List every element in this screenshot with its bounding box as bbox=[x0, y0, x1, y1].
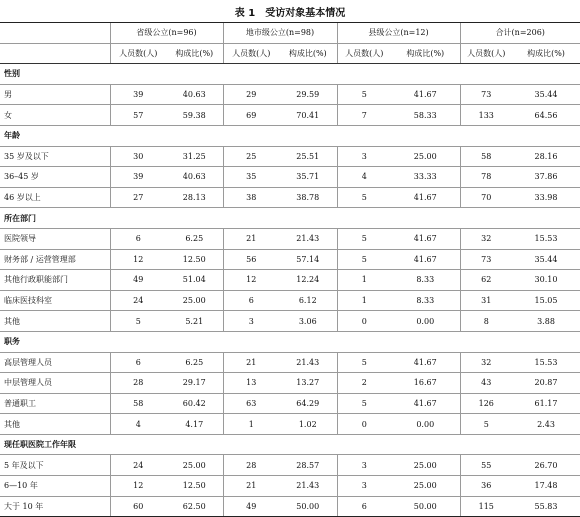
row-label: 财务部 / 运营管理部 bbox=[0, 249, 110, 270]
subheader-corner bbox=[0, 43, 110, 64]
count-cell: 13 bbox=[223, 373, 279, 394]
section-row bbox=[0, 331, 580, 352]
row-label: 中层管理人员 bbox=[0, 373, 110, 394]
table-row bbox=[0, 476, 580, 497]
count-cell: 6 bbox=[110, 352, 166, 373]
table-row bbox=[0, 146, 580, 167]
row-label: 普通职工 bbox=[0, 393, 110, 414]
table-row bbox=[0, 105, 580, 126]
ratio-cell: 29.17 bbox=[166, 373, 223, 394]
count-cell: 5 bbox=[460, 414, 512, 435]
ratio-cell: 31.25 bbox=[166, 146, 223, 167]
count-cell: 5 bbox=[337, 228, 391, 249]
count-cell: 12 bbox=[223, 270, 279, 291]
ratio-cell: 35.44 bbox=[512, 249, 580, 270]
section-label: 职务 bbox=[0, 331, 580, 352]
ratio-cell: 59.38 bbox=[166, 105, 223, 126]
table-caption: 受访对象基本情况 bbox=[265, 8, 346, 19]
ratio-cell: 64.29 bbox=[279, 393, 337, 414]
count-cell: 32 bbox=[460, 228, 512, 249]
subheader-count: 人员数(人) bbox=[223, 43, 279, 64]
ratio-cell: 8.33 bbox=[391, 290, 460, 311]
ratio-cell: 60.42 bbox=[166, 393, 223, 414]
ratio-cell: 6.25 bbox=[166, 228, 223, 249]
count-cell: 21 bbox=[223, 352, 279, 373]
ratio-cell: 6.25 bbox=[166, 352, 223, 373]
table-row bbox=[0, 228, 580, 249]
count-cell: 70 bbox=[460, 187, 512, 208]
count-cell: 2 bbox=[337, 373, 391, 394]
ratio-cell: 25.00 bbox=[166, 455, 223, 476]
count-cell: 12 bbox=[110, 249, 166, 270]
row-label: 46 岁以上 bbox=[0, 187, 110, 208]
ratio-cell: 50.00 bbox=[391, 496, 460, 517]
section-label: 现任职医院工作年限 bbox=[0, 434, 580, 455]
count-cell: 31 bbox=[460, 290, 512, 311]
ratio-cell: 58.33 bbox=[391, 105, 460, 126]
ratio-cell: 12.50 bbox=[166, 249, 223, 270]
count-cell: 78 bbox=[460, 167, 512, 188]
ratio-cell: 5.21 bbox=[166, 311, 223, 332]
count-cell: 5 bbox=[110, 311, 166, 332]
ratio-cell: 17.48 bbox=[512, 476, 580, 497]
ratio-cell: 0.00 bbox=[391, 311, 460, 332]
count-cell: 0 bbox=[337, 414, 391, 435]
table-row bbox=[0, 290, 580, 311]
ratio-cell: 28.16 bbox=[512, 146, 580, 167]
count-cell: 6 bbox=[337, 496, 391, 517]
group-header-provincial: 省级公立(n=96) bbox=[110, 23, 223, 44]
ratio-cell: 8.33 bbox=[391, 270, 460, 291]
count-cell: 28 bbox=[223, 455, 279, 476]
table-row bbox=[0, 455, 580, 476]
section-label: 年龄 bbox=[0, 125, 580, 146]
count-cell: 28 bbox=[110, 373, 166, 394]
ratio-cell: 21.43 bbox=[279, 352, 337, 373]
section-row bbox=[0, 208, 580, 229]
count-cell: 39 bbox=[110, 84, 166, 105]
group-header-county: 县级公立(n=12) bbox=[337, 23, 460, 44]
row-label: 高层管理人员 bbox=[0, 352, 110, 373]
count-cell: 58 bbox=[110, 393, 166, 414]
subheader-ratio: 构成比(%) bbox=[166, 43, 223, 64]
ratio-cell: 29.59 bbox=[279, 84, 337, 105]
count-cell: 4 bbox=[337, 167, 391, 188]
ratio-cell: 15.53 bbox=[512, 352, 580, 373]
ratio-cell: 33.98 bbox=[512, 187, 580, 208]
ratio-cell: 12.24 bbox=[279, 270, 337, 291]
row-label: 其他 bbox=[0, 414, 110, 435]
ratio-cell: 50.00 bbox=[279, 496, 337, 517]
count-cell: 25 bbox=[223, 146, 279, 167]
ratio-cell: 2.43 bbox=[512, 414, 580, 435]
table-row bbox=[0, 373, 580, 394]
subheader-ratio: 构成比(%) bbox=[279, 43, 337, 64]
ratio-cell: 15.53 bbox=[512, 228, 580, 249]
count-cell: 73 bbox=[460, 84, 512, 105]
ratio-cell: 28.57 bbox=[279, 455, 337, 476]
ratio-cell: 41.67 bbox=[391, 249, 460, 270]
ratio-cell: 57.14 bbox=[279, 249, 337, 270]
ratio-cell: 26.70 bbox=[512, 455, 580, 476]
table-number: 表 1 bbox=[234, 8, 256, 19]
header-corner bbox=[0, 23, 110, 44]
count-cell: 6 bbox=[110, 228, 166, 249]
count-cell: 3 bbox=[337, 476, 391, 497]
ratio-cell: 21.43 bbox=[279, 228, 337, 249]
count-cell: 5 bbox=[337, 393, 391, 414]
ratio-cell: 0.00 bbox=[391, 414, 460, 435]
ratio-cell: 55.83 bbox=[512, 496, 580, 517]
count-cell: 115 bbox=[460, 496, 512, 517]
count-cell: 5 bbox=[337, 84, 391, 105]
group-header-total: 合计(n=206) bbox=[460, 23, 580, 44]
count-cell: 5 bbox=[337, 249, 391, 270]
count-cell: 39 bbox=[110, 167, 166, 188]
ratio-cell: 70.41 bbox=[279, 105, 337, 126]
ratio-cell: 41.67 bbox=[391, 84, 460, 105]
ratio-cell: 35.71 bbox=[279, 167, 337, 188]
table-row bbox=[0, 270, 580, 291]
table-row bbox=[0, 84, 580, 105]
count-cell: 24 bbox=[110, 290, 166, 311]
count-cell: 7 bbox=[337, 105, 391, 126]
ratio-cell: 61.17 bbox=[512, 393, 580, 414]
count-cell: 126 bbox=[460, 393, 512, 414]
ratio-cell: 6.12 bbox=[279, 290, 337, 311]
count-cell: 1 bbox=[337, 270, 391, 291]
count-cell: 43 bbox=[460, 373, 512, 394]
subheader-row bbox=[0, 43, 580, 64]
table-row bbox=[0, 414, 580, 435]
count-cell: 3 bbox=[223, 311, 279, 332]
count-cell: 38 bbox=[223, 187, 279, 208]
table-row bbox=[0, 249, 580, 270]
count-cell: 55 bbox=[460, 455, 512, 476]
count-cell: 1 bbox=[223, 414, 279, 435]
ratio-cell: 3.88 bbox=[512, 311, 580, 332]
section-label: 性别 bbox=[0, 64, 580, 85]
row-label: 其他行政职能部门 bbox=[0, 270, 110, 291]
ratio-cell: 35.44 bbox=[512, 84, 580, 105]
ratio-cell: 3.06 bbox=[279, 311, 337, 332]
row-label: 临床医技科室 bbox=[0, 290, 110, 311]
ratio-cell: 25.00 bbox=[391, 476, 460, 497]
row-label: 医院领导 bbox=[0, 228, 110, 249]
row-label: 大于 10 年 bbox=[0, 496, 110, 517]
subheader-ratio: 构成比(%) bbox=[391, 43, 460, 64]
ratio-cell: 28.13 bbox=[166, 187, 223, 208]
count-cell: 24 bbox=[110, 455, 166, 476]
ratio-cell: 12.50 bbox=[166, 476, 223, 497]
ratio-cell: 37.86 bbox=[512, 167, 580, 188]
ratio-cell: 16.67 bbox=[391, 373, 460, 394]
count-cell: 63 bbox=[223, 393, 279, 414]
count-cell: 73 bbox=[460, 249, 512, 270]
ratio-cell: 25.00 bbox=[166, 290, 223, 311]
ratio-cell: 40.63 bbox=[166, 167, 223, 188]
count-cell: 56 bbox=[223, 249, 279, 270]
subheader-count: 人员数(人) bbox=[110, 43, 166, 64]
count-cell: 12 bbox=[110, 476, 166, 497]
row-label: 6—10 年 bbox=[0, 476, 110, 497]
count-cell: 32 bbox=[460, 352, 512, 373]
ratio-cell: 1.02 bbox=[279, 414, 337, 435]
count-cell: 0 bbox=[337, 311, 391, 332]
count-cell: 27 bbox=[110, 187, 166, 208]
count-cell: 1 bbox=[337, 290, 391, 311]
table-row bbox=[0, 187, 580, 208]
ratio-cell: 33.33 bbox=[391, 167, 460, 188]
ratio-cell: 51.04 bbox=[166, 270, 223, 291]
ratio-cell: 64.56 bbox=[512, 105, 580, 126]
count-cell: 8 bbox=[460, 311, 512, 332]
table-row bbox=[0, 393, 580, 414]
row-label: 35 岁及以下 bbox=[0, 146, 110, 167]
ratio-cell: 38.78 bbox=[279, 187, 337, 208]
count-cell: 133 bbox=[460, 105, 512, 126]
count-cell: 30 bbox=[110, 146, 166, 167]
count-cell: 58 bbox=[460, 146, 512, 167]
table-row bbox=[0, 352, 580, 373]
count-cell: 29 bbox=[223, 84, 279, 105]
count-cell: 3 bbox=[337, 455, 391, 476]
group-header-row bbox=[0, 23, 580, 44]
ratio-cell: 25.00 bbox=[391, 146, 460, 167]
row-label: 男 bbox=[0, 84, 110, 105]
ratio-cell: 21.43 bbox=[279, 476, 337, 497]
ratio-cell: 25.51 bbox=[279, 146, 337, 167]
section-label: 所在部门 bbox=[0, 208, 580, 229]
count-cell: 49 bbox=[223, 496, 279, 517]
ratio-cell: 13.27 bbox=[279, 373, 337, 394]
count-cell: 62 bbox=[460, 270, 512, 291]
demographics-table bbox=[0, 22, 580, 517]
table-row bbox=[0, 167, 580, 188]
count-cell: 21 bbox=[223, 476, 279, 497]
section-row bbox=[0, 125, 580, 146]
count-cell: 36 bbox=[460, 476, 512, 497]
count-cell: 4 bbox=[110, 414, 166, 435]
row-label: 5 年及以下 bbox=[0, 455, 110, 476]
ratio-cell: 20.87 bbox=[512, 373, 580, 394]
subheader-count: 人员数(人) bbox=[460, 43, 512, 64]
count-cell: 21 bbox=[223, 228, 279, 249]
ratio-cell: 30.10 bbox=[512, 270, 580, 291]
table-row bbox=[0, 311, 580, 332]
count-cell: 49 bbox=[110, 270, 166, 291]
table-title bbox=[0, 4, 580, 20]
count-cell: 69 bbox=[223, 105, 279, 126]
count-cell: 35 bbox=[223, 167, 279, 188]
section-row bbox=[0, 434, 580, 455]
count-cell: 6 bbox=[223, 290, 279, 311]
ratio-cell: 4.17 bbox=[166, 414, 223, 435]
row-label: 36–45 岁 bbox=[0, 167, 110, 188]
ratio-cell: 41.67 bbox=[391, 393, 460, 414]
row-label: 女 bbox=[0, 105, 110, 126]
count-cell: 3 bbox=[337, 146, 391, 167]
ratio-cell: 40.63 bbox=[166, 84, 223, 105]
subheader-ratio: 构成比(%) bbox=[512, 43, 580, 64]
ratio-cell: 41.67 bbox=[391, 187, 460, 208]
ratio-cell: 41.67 bbox=[391, 228, 460, 249]
count-cell: 57 bbox=[110, 105, 166, 126]
ratio-cell: 62.50 bbox=[166, 496, 223, 517]
count-cell: 60 bbox=[110, 496, 166, 517]
group-header-municipal: 地市级公立(n=98) bbox=[223, 23, 337, 44]
ratio-cell: 25.00 bbox=[391, 455, 460, 476]
count-cell: 5 bbox=[337, 352, 391, 373]
subheader-count: 人员数(人) bbox=[337, 43, 391, 64]
ratio-cell: 15.05 bbox=[512, 290, 580, 311]
count-cell: 5 bbox=[337, 187, 391, 208]
section-row bbox=[0, 64, 580, 85]
row-label: 其他 bbox=[0, 311, 110, 332]
ratio-cell: 41.67 bbox=[391, 352, 460, 373]
